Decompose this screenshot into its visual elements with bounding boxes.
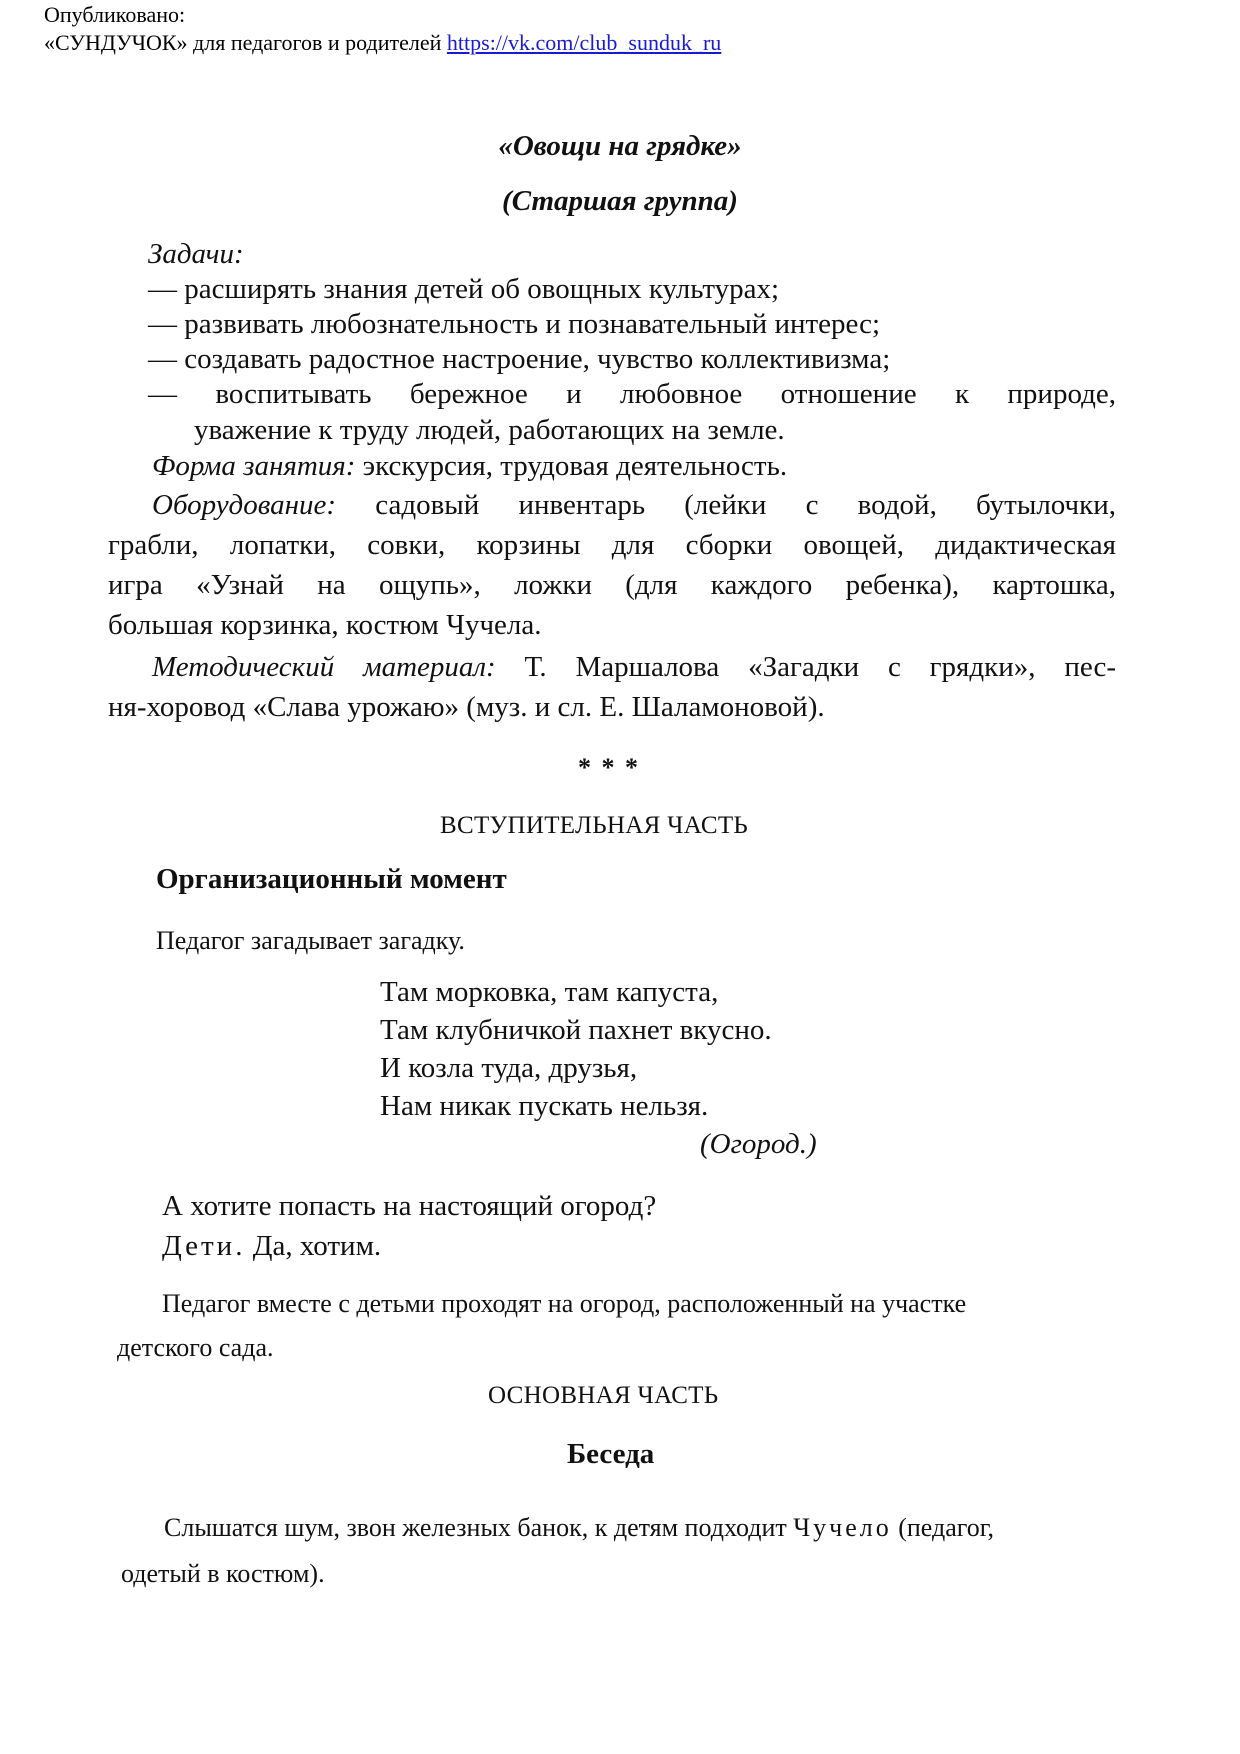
document-subtitle: (Старшая группа) [502, 185, 738, 217]
noise-line: одетый в костюм). [121, 1559, 325, 1588]
form-value: экскурсия, трудовая деятельность. [355, 450, 788, 482]
equipment-label: Оборудование: [152, 489, 337, 521]
source-prefix: «СУНДУЧОК» для педагогов и родителей [44, 30, 442, 55]
form-label: Форма занятия: [152, 450, 356, 482]
walk-line: Педагог вместе с детьми проходят на огород, расположенный на участке [162, 1289, 967, 1318]
walk-line: детского сада. [117, 1333, 274, 1362]
source-link[interactable]: https://vk.com/club_sunduk_ru [446, 30, 722, 55]
noise-line-end: (педагог, [891, 1513, 995, 1542]
task-item: — создавать радостное настроение, чувство коллективизма; [148, 343, 891, 375]
task-item: — расширять знания детей об овощных культурах; [148, 273, 780, 305]
riddle-answer: (Огород.) [700, 1128, 817, 1160]
riddle-line: И козла туда, друзья, [380, 1052, 638, 1084]
talk-heading: Беседа [567, 1438, 655, 1470]
document-title: «Овощи на грядке» [498, 130, 742, 162]
teacher-question: А хотите попасть на настоящий огород? [162, 1190, 657, 1222]
riddle-line: Нам никак пускать нельзя. [380, 1090, 709, 1122]
riddle-line: Там клубничкой пахнет вкусно. [380, 1014, 772, 1046]
scarecrow-name: Чучело [793, 1513, 892, 1542]
task-item: — воспитывать бережное и любовное отношение к природе, [148, 378, 1116, 410]
equipment-line [152, 487, 1116, 523]
source-line [44, 30, 721, 56]
children-label: Дети. [162, 1230, 246, 1262]
method-line: ня-хоровод «Слава урожаю» (муз. и сл. Е. Шаламоновой). [108, 691, 825, 723]
task-continuation: уважение к труду людей, работающих на земле. [194, 414, 785, 446]
separator: * * * [578, 753, 640, 782]
method-text: Т. Маршалова «Загадки с грядки», пес- [495, 651, 1116, 683]
section-heading-main: ОСНОВНАЯ ЧАСТЬ [488, 1382, 719, 1409]
equipment-line: большая корзинка, костюм Чучела. [108, 609, 542, 641]
equipment-line: грабли, лопатки, совки, корзины для сборки овощей, дидактическая [108, 529, 1116, 561]
form-line [152, 448, 787, 484]
task-item: — развивать любознательность и познавательный интерес; [148, 308, 881, 340]
riddle-intro: Педагог загадывает загадку. [156, 926, 465, 955]
riddle-line: Там морковка, там капуста, [380, 976, 719, 1008]
section-heading-intro: ВСТУПИТЕЛЬНАЯ ЧАСТЬ [440, 812, 749, 839]
noise-line [164, 1512, 994, 1544]
equipment-line: игра «Узнай на ощупь», ложки (для каждого ребенка), картошка, [108, 569, 1116, 601]
equipment-text: садовый инвентарь (лейки с водой, бутылочки, [336, 489, 1116, 521]
children-reply [162, 1228, 381, 1264]
method-line [152, 649, 1116, 685]
noise-line-start: Слышатся шум, звон железных банок, к детям подходит [164, 1513, 794, 1542]
method-label: Методический материал: [152, 651, 496, 683]
published-label: Опубликовано: [44, 2, 186, 27]
org-heading: Организационный момент [156, 863, 507, 895]
tasks-label: Задачи: [148, 238, 244, 270]
children-answer: Да, хотим. [245, 1230, 382, 1262]
